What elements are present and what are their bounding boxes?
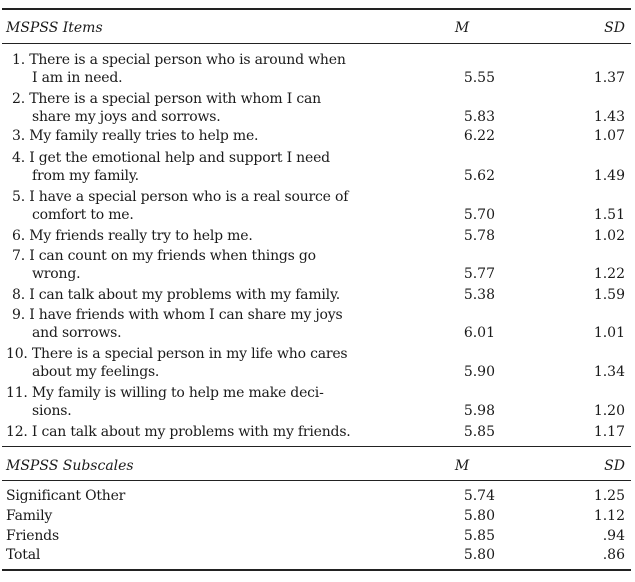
item-text-line: 2. There is a special person with whom I can — [12, 91, 321, 107]
item-text-line: 7. I can count on my friends when things go — [12, 248, 316, 264]
item-text-line: share my joys and sorrows. — [32, 109, 221, 125]
subscale-mean: 5.80 — [463, 508, 495, 524]
item-text-line: 6. My friends really try to help me. — [12, 228, 253, 244]
subscales-header-rule — [2, 480, 631, 481]
item-sd: 1.22 — [593, 266, 625, 282]
table-bottom-rule — [2, 569, 631, 571]
subscale-sd: .86 — [602, 547, 625, 563]
item-text-line: wrong. — [32, 266, 81, 282]
item-sd: 1.02 — [593, 228, 625, 244]
subscale-sd: 1.25 — [593, 488, 625, 504]
item-sd: 1.49 — [593, 168, 625, 184]
subscales-header-title: MSPSS Subscales — [6, 458, 134, 474]
subscale-mean: 5.85 — [463, 528, 495, 544]
item-sd: 1.17 — [593, 424, 625, 440]
subscales-header-sd: SD — [604, 458, 625, 474]
item-text-line: 12. I can talk about my problems with my friends. — [6, 424, 351, 440]
item-sd: 1.01 — [593, 325, 625, 341]
item-mean: 6.01 — [463, 325, 495, 341]
item-mean: 5.98 — [463, 403, 495, 419]
subscale-mean: 5.80 — [463, 547, 495, 563]
item-mean: 5.83 — [463, 109, 495, 125]
subscale-label: Total — [6, 547, 41, 563]
item-mean: 5.77 — [463, 266, 495, 282]
item-mean: 5.85 — [463, 424, 495, 440]
item-mean: 5.38 — [463, 287, 495, 303]
item-text-line: 8. I can talk about my problems with my family. — [12, 287, 341, 303]
item-sd: 1.34 — [593, 364, 625, 380]
subscale-label: Friends — [6, 528, 59, 544]
item-text-line: 1. There is a special person who is around when — [12, 52, 346, 68]
item-text-line: I am in need. — [32, 70, 123, 86]
item-sd: 1.07 — [593, 128, 625, 144]
item-mean: 6.22 — [463, 128, 495, 144]
items-header-rule — [2, 43, 631, 44]
subscales-top-rule — [2, 446, 631, 447]
subscale-sd: 1.12 — [593, 508, 625, 524]
subscales-header-m: M — [454, 458, 470, 474]
item-text-line: 5. I have a special person who is a real source of — [12, 189, 349, 205]
item-mean: 5.90 — [463, 364, 495, 380]
item-sd: 1.20 — [593, 403, 625, 419]
subscale-sd: .94 — [602, 528, 625, 544]
item-text-line: from my family. — [32, 168, 139, 184]
item-sd: 1.51 — [593, 207, 625, 223]
table-top-rule — [2, 8, 631, 10]
item-mean: 5.55 — [463, 70, 495, 86]
item-sd: 1.59 — [593, 287, 625, 303]
items-header-sd: SD — [604, 20, 625, 36]
item-text-line: 4. I get the emotional help and support I need — [12, 150, 330, 166]
item-text-line: 10. There is a special person in my life who cares — [6, 346, 348, 362]
item-text-line: 3. My family really tries to help me. — [12, 128, 259, 144]
item-sd: 1.43 — [593, 109, 625, 125]
item-text-line: about my feelings. — [32, 364, 160, 380]
item-sd: 1.37 — [593, 70, 625, 86]
items-header-title: MSPSS Items — [6, 20, 103, 36]
items-header-m: M — [454, 20, 470, 36]
subscale-label: Family — [6, 508, 53, 524]
item-text-line: and sorrows. — [32, 325, 122, 341]
item-mean: 5.62 — [463, 168, 495, 184]
item-text-line: comfort to me. — [32, 207, 134, 223]
item-mean: 5.70 — [463, 207, 495, 223]
subscale-mean: 5.74 — [463, 488, 495, 504]
item-text-line: 11. My family is willing to help me make deci- — [6, 385, 324, 401]
item-text-line: sions. — [32, 403, 72, 419]
subscale-label: Significant Other — [6, 488, 126, 504]
item-mean: 5.78 — [463, 228, 495, 244]
item-text-line: 9. I have friends with whom I can share my joys — [12, 307, 343, 323]
